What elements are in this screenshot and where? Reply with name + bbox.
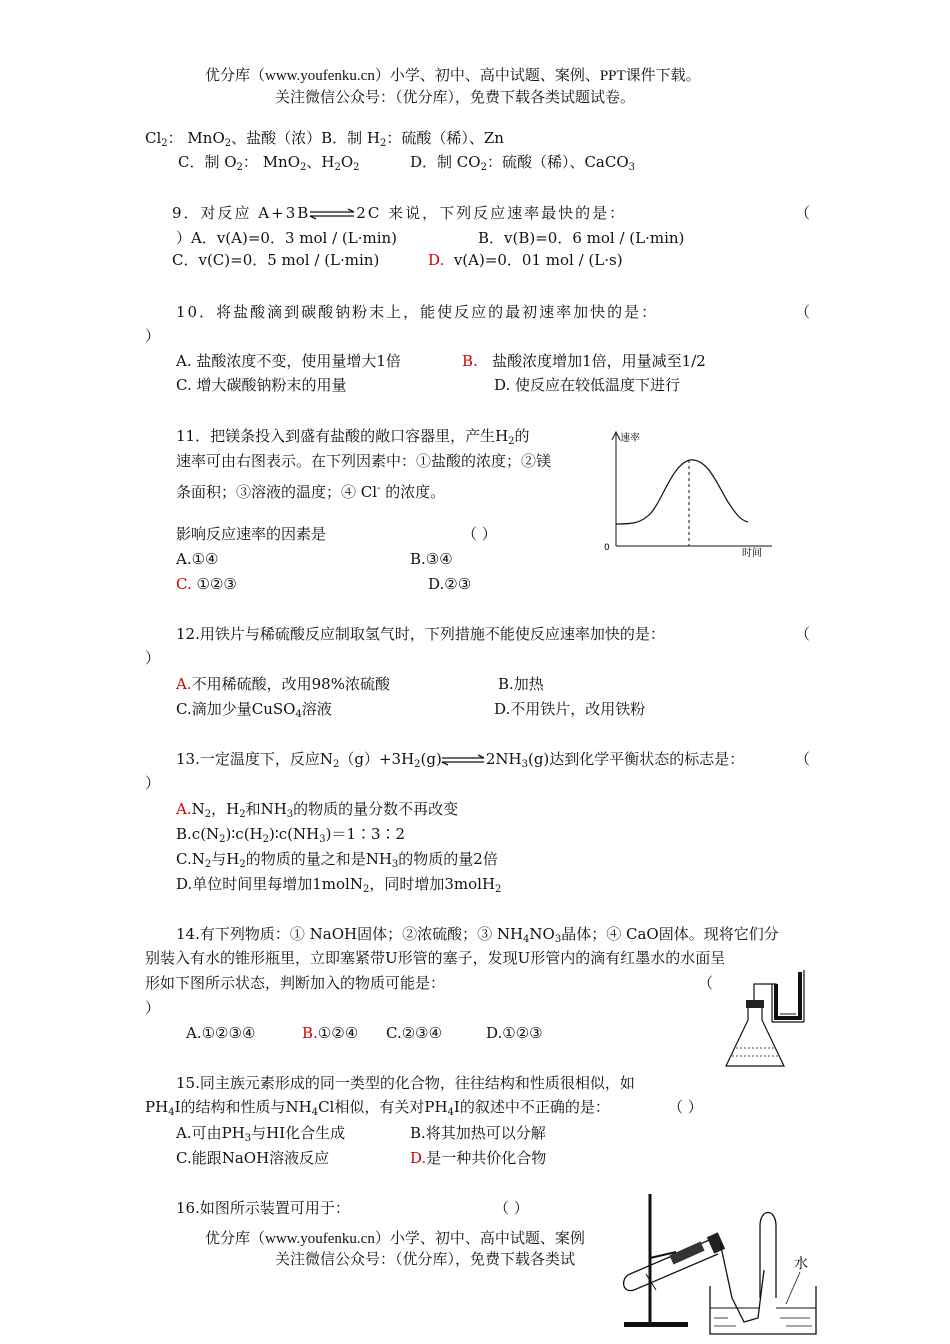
q14-paren-open: （ — [698, 974, 714, 992]
q9-stem: 9．对反应 A+3B 2C 来说，下列反应速率最快的是： — [172, 204, 627, 222]
q10-option-d: D. 使反应在较低温度下进行 — [494, 376, 681, 394]
q8-line-1: $Cl_2$： MnO$_2$、盐酸（浓）B．制 $H_2$：硫酸（稀）、Zn — [145, 129, 504, 149]
q12-answer-label: A. — [176, 675, 192, 693]
equilibrium-arrow-icon — [310, 209, 356, 219]
q13-option-c: $C.N_2$与$H_2$的物质的量之和是$NH_3$的物质的量2倍 — [176, 850, 498, 870]
flask-stopper — [746, 1000, 764, 1008]
q11-line-3: 条面积；③溶液的温度；④ Cl- 的浓度。 — [176, 483, 446, 501]
q14-line-3: 形如下图所示状态，判断加入的物质可能是： — [145, 974, 446, 992]
q11-option-b: B.③④ — [410, 550, 453, 568]
q9-option-a: ）A．v(A)=0．3 mol / (L·min) — [176, 229, 398, 247]
q14-paren-close: ） — [145, 999, 161, 1017]
footer-line-1: 优分库（www.youfenku.cn）小学、初中、高中试题、案例 — [205, 1231, 585, 1247]
q15-option-c: C.能跟NaOH溶液反应 — [176, 1149, 330, 1167]
footer-line-2: 关注微信公众号：（优分库），免费下载各类试 — [275, 1252, 576, 1268]
q14-line-2: 别装入有水的锥形瓶里，立即塞紧带U形管的塞子，发现U形管内的滴有红墨水的水面呈 — [145, 949, 726, 967]
water-label-leader — [786, 1272, 800, 1304]
equilibrium-arrows-icon — [442, 755, 486, 765]
q16-stem: 16.如图所示装置可用于： — [176, 1199, 350, 1217]
q10-option-a: A. 盐酸浓度不变，使用量增大1倍 — [176, 352, 401, 370]
q8-option-d: D．制 $CO_2$：硫酸（稀）、CaCO$_3$ — [410, 153, 636, 173]
q15-option-d: D.是一种共价化合物 — [410, 1149, 547, 1167]
q14-option-b: B.①②④ — [302, 1024, 359, 1042]
q13-option-d: D.单位时间里每增加1molN$_2$，同时增加3molH$_2$ — [176, 875, 502, 895]
q13-answer-label: A. — [176, 800, 192, 818]
delivery-tube — [720, 1242, 764, 1322]
header-line-1: 优分库（www.youfenku.cn）小学、初中、高中试题、案例、PPT课件下载。 — [205, 68, 701, 84]
q10-option-b: B. 盐酸浓度增加1倍，用量减至1/2 — [462, 352, 706, 370]
q14-answer-label: B. — [302, 1024, 318, 1042]
q12-option-c: C.滴加少量CuSO$_4$溶液 — [176, 700, 332, 720]
q12-option-d: D.不用铁片，改用铁粉 — [494, 700, 646, 718]
test-tube — [624, 1238, 718, 1291]
conical-flask-u-tube-diagram — [718, 968, 810, 1074]
q15-line-1: 15.同主族元素形成的同一类型的化合物，往往结构和性质很相似，如 — [176, 1074, 635, 1092]
header-line-2: 关注微信公众号：（优分库），免费下载各类试题试卷。 — [275, 90, 636, 106]
q12-option-a: A.不用稀硫酸，改用98%浓硫酸 — [176, 675, 390, 693]
q15-paren: （ ） — [668, 1098, 703, 1116]
q13-stem: 13.一定温度下，反应$N_2(g)+3H_2(g)$ $2NH_3(g)$达到化学平衡状态的标志是： — [176, 750, 745, 770]
iron-stand-base — [624, 1322, 688, 1327]
q11-option-d: D.②③ — [428, 575, 472, 593]
q9-answer-label: D. — [428, 251, 445, 269]
q12-paren-close: ） — [145, 649, 161, 667]
q12-option-b: B.加热 — [498, 675, 544, 693]
q9-paren: （ — [795, 204, 811, 222]
q11-paren: （ ） — [462, 525, 497, 543]
q15-option-a: A.可由$PH_3$与HI化合生成 — [176, 1124, 346, 1144]
u-tube-red-water — [776, 972, 800, 1018]
q11-line-2: 速率可由右图表示。在下列因素中：①盐酸的浓度；②镁 — [176, 452, 552, 470]
water-label: 水 — [794, 1256, 808, 1272]
q14-line-1: 14.有下列物质：① NaOH固体；②浓硫酸；③ $NH_4NO_3$晶体；④ CaO固体。现将它们分 — [176, 925, 779, 945]
y-axis-label: 速率 — [620, 433, 640, 444]
rate-curve — [616, 460, 748, 524]
q12-stem: 12.用铁片与稀硫酸反应制取氢气时，下列措施不能使反应速率加快的是： — [176, 625, 665, 643]
q15-answer-label: D. — [410, 1149, 427, 1167]
q13-paren-close: ） — [145, 774, 161, 792]
q9-option-d: D. v(A)=0．01 mol / (L·s) — [428, 251, 623, 269]
q8-line-2: C．制 $O_2$： MnO$_2$、$H_2O_2$ — [178, 153, 360, 173]
q13-option-a: $A.N_2$，$H_2$和$NH_3$的物质的量分数不再改变 — [176, 800, 459, 820]
q10-paren-open: （ — [795, 303, 811, 321]
rate-time-diagram — [600, 426, 780, 558]
q9-option-b: B．v(B)=0．6 mol / (L·min) — [478, 229, 685, 247]
q14-option-a: A.①②③④ — [186, 1024, 256, 1042]
q10-answer-label: B. — [462, 352, 478, 370]
q11-answer-label: C. — [176, 575, 192, 593]
q10-stem: 10．将盐酸滴到碳酸钠粉末上，能使反应的最初速率加快的是： — [176, 303, 659, 321]
q9-option-c: C．v(C)=0．5 mol / (L·min) — [172, 251, 380, 269]
q10-option-c: C. 增大碳酸钠粉末的用量 — [176, 376, 347, 394]
q11-option-c: C. ①②③ — [176, 575, 237, 593]
x-axis-label: 时间 — [742, 548, 762, 559]
q11-line-4: 影响反应速率的因素是 — [176, 525, 327, 543]
q15-line-2: $PH_4I$的结构和性质与$NH_4Cl$相似，有关对$PH_4I$的叙述中不正确的是： — [145, 1098, 610, 1118]
q10-paren-close: ） — [145, 327, 161, 345]
gas-collection-apparatus — [610, 1190, 820, 1340]
q16-paren: （ ） — [494, 1199, 529, 1217]
q14-option-d: D.①②③ — [486, 1024, 543, 1042]
q15-option-b: B.将其加热可以分解 — [410, 1124, 546, 1142]
q11-option-a: A.①④ — [176, 550, 219, 568]
origin-label: 0 — [604, 543, 610, 553]
q13-paren-open: （ — [795, 750, 811, 768]
q14-option-c: C.②③④ — [386, 1024, 443, 1042]
connecting-tube — [754, 984, 776, 1014]
q13-option-b: $B.c(N_2)∶c(H_2)∶c(NH_3)=1∶3∶2$ — [176, 825, 406, 845]
q12-paren-open: （ — [795, 625, 811, 643]
water-trough — [710, 1286, 816, 1334]
q11-line-1: 11．把镁条投入到盛有盐酸的敞口容器里，产生$H_2$的 — [176, 427, 530, 447]
